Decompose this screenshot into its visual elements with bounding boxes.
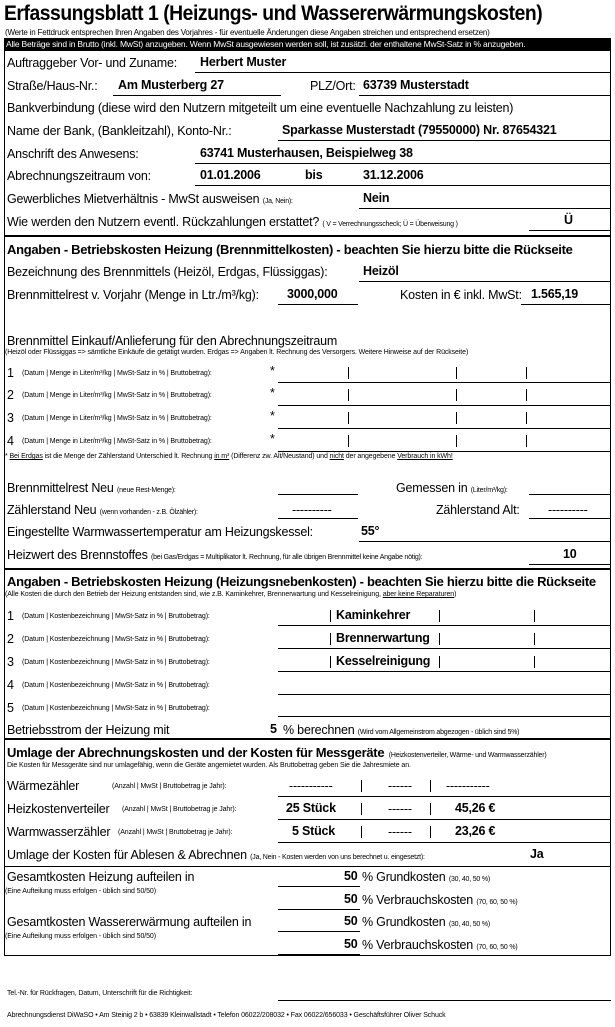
- purchase-row-num: 2: [7, 388, 14, 402]
- device-underline: [278, 796, 611, 797]
- device-hint: (Anzahl | MwSt | Bruttobetrag je Jahr):: [112, 783, 227, 790]
- notice-bar: Alle Beträge sind in Brutto (inkl. MwSt) anzugeben. Wenn MwSt ausgewiesen werden soll, ist zusätzl. der enthaltene MwSt-Satz in % anzugeben.: [4, 38, 611, 51]
- fuel-rest-underline: [278, 304, 358, 305]
- fuel-header: Angaben - Betriebskosten Heizung (Brennmittelkosten) - beachten Sie hierzu bitte die Rückseite: [7, 242, 573, 257]
- commercial-value[interactable]: Nein: [363, 191, 390, 205]
- reading-value[interactable]: Ja: [530, 847, 544, 861]
- separator: [348, 435, 349, 447]
- client-name-underline: [195, 72, 611, 73]
- ancillary-row-2-field[interactable]: [278, 648, 611, 649]
- device-vat[interactable]: ------: [388, 802, 412, 816]
- fuel-cost-label: Kosten in € inkl. MwSt:: [400, 288, 522, 302]
- separator: [361, 780, 362, 792]
- heatval-value[interactable]: 10: [563, 547, 577, 561]
- fuel-type-label: Bezeichnung des Brennmittels (Heizöl, Erdgas, Flüssiggas):: [7, 265, 328, 279]
- device-vat[interactable]: ------: [388, 779, 412, 793]
- separator: [456, 435, 457, 447]
- ancillary-header: Angaben - Betriebskosten Heizung (Heizungsnebenkosten) - beachten Sie hierzu bitte die Rückseite: [7, 574, 596, 589]
- ancillary-row-4-field[interactable]: [278, 694, 611, 695]
- ancillary-row-label: (Datum | Kostenbezeichnung | MwSt-Satz in % | Bruttobetrag):: [22, 613, 210, 620]
- device-hint: (Anzahl | MwSt | Bruttobetrag je Jahr):: [122, 806, 237, 813]
- fuel-type-underline: [359, 281, 611, 282]
- power-suffix: % berechnen (Wird vom Allgemeinstrom abgezogen - üblich sind 5%): [283, 723, 520, 737]
- purchase-row-4-field[interactable]: [278, 451, 611, 452]
- property-underline: [195, 163, 611, 164]
- purchase-row-label: (Datum | Menge in Liter/m³/kg | MwSt-Satz in % | Bruttobetrag):: [22, 438, 212, 445]
- split-water-label: Gesamtkosten Wassererwärmung aufteilen in: [7, 915, 252, 929]
- separator: [439, 633, 440, 645]
- ancillary-row-label: (Datum | Kostenbezeichnung | MwSt-Satz in % | Bruttobetrag):: [22, 636, 210, 643]
- separator: [526, 435, 527, 447]
- plz-value[interactable]: 63739 Musterstadt: [363, 78, 469, 92]
- signature-field[interactable]: [278, 1000, 611, 1001]
- meter-old-value[interactable]: ----------: [548, 503, 588, 517]
- meter-old-underline: [529, 518, 611, 519]
- measured-field[interactable]: [529, 494, 611, 495]
- separator: [526, 412, 527, 424]
- fuel-section: [4, 236, 611, 569]
- separator: [456, 367, 457, 379]
- bank-value[interactable]: Sparkasse Musterstadt (79550000) Nr. 87654321: [282, 123, 557, 137]
- meter-new-value[interactable]: ----------: [292, 503, 332, 517]
- heating-base-label: % Grundkosten (30, 40, 50 %): [362, 870, 491, 884]
- split-heating-hint: (Eine Aufteilung muss erfolgen - üblich sind 50/50): [5, 888, 156, 895]
- street-value[interactable]: Am Musterberg 27: [118, 78, 224, 92]
- ancillary-row-label: (Datum | Kostenbezeichnung | MwSt-Satz in % | Bruttobetrag):: [22, 682, 210, 689]
- ancillary-hint: (Alle Kosten die durch den Betrieb der Heizung entstanden sind, wie z.B. Kaminkehrer, Brennerwartung und Kesselreinigung, aber keine Reparaturen): [5, 591, 457, 598]
- street-underline: [113, 95, 281, 96]
- device-label: Heizkostenverteiler: [7, 802, 110, 816]
- device-vat[interactable]: ------: [388, 825, 412, 839]
- erdgas-footnote: * Bei Erdgas ist die Menge der Zählerstand Unterschied lt. Rechnung in m³ (Differenz zw. Alt/Neustand) und nicht der angegebene Verbrauch in kWh!: [5, 453, 453, 460]
- bank-underline: [278, 140, 611, 141]
- property-value[interactable]: 63741 Musterhausen, Beispielweg 38: [200, 146, 413, 160]
- new-rest-field[interactable]: [278, 494, 358, 495]
- separator: [526, 367, 527, 379]
- separator: [430, 826, 431, 838]
- separator: [439, 610, 440, 622]
- ancillary-row-value[interactable]: Kesselreinigung: [336, 654, 431, 668]
- heating-consumption-underline: [278, 909, 360, 910]
- ancillary-row-label: (Datum | Kostenbezeichnung | MwSt-Satz in % | Bruttobetrag):: [22, 659, 210, 666]
- heating-consumption-label: % Verbrauchskosten (70, 60, 50 %): [362, 893, 518, 907]
- purchase-row-star: *: [270, 386, 275, 400]
- period-from[interactable]: 01.01.2006: [200, 168, 261, 182]
- commercial-underline: [359, 208, 611, 209]
- purchase-row-star: *: [270, 364, 275, 378]
- temp-underline: [359, 541, 611, 542]
- heating-base-value[interactable]: 50: [344, 869, 358, 883]
- power-value[interactable]: 5: [270, 722, 277, 736]
- temp-label: Eingestellte Warmwassertemperatur am Heizungskessel:: [7, 525, 313, 539]
- meter-new-underline: [278, 518, 358, 519]
- separator: [534, 656, 535, 668]
- separator: [361, 826, 362, 838]
- fuel-type-value[interactable]: Heizöl: [363, 264, 399, 278]
- separator: [361, 803, 362, 815]
- separator: [456, 389, 457, 401]
- device-amount[interactable]: -----------: [446, 779, 490, 793]
- property-label: Anschrift des Anwesens:: [7, 147, 139, 161]
- bank-label: Name der Bank, (Bankleitzahl), Konto-Nr.:: [7, 124, 232, 138]
- device-count[interactable]: 25 Stück: [286, 801, 336, 815]
- divider: [4, 866, 611, 867]
- split-heating-label: Gesamtkosten Heizung aufteilen in: [7, 870, 195, 884]
- water-consumption-value[interactable]: 50: [344, 937, 358, 951]
- separator: [348, 367, 349, 379]
- purchase-row-num: 1: [7, 366, 14, 380]
- fuel-rest-value[interactable]: 3000,000: [287, 287, 338, 301]
- device-amount[interactable]: 23,26 €: [455, 824, 496, 838]
- purchase-title: Brennmittel Einkauf/Anlieferung für den Abrechnungszeitraum: [7, 334, 338, 348]
- fuel-cost-value[interactable]: 1.565,19: [531, 287, 579, 301]
- ancillary-row-value[interactable]: Kaminkehrer: [336, 608, 411, 622]
- purchase-row-star: *: [270, 432, 275, 446]
- separator: [348, 389, 349, 401]
- page-subtitle: (Werte in Fettdruck entsprechen Ihren Angaben des Vorjahres - für eventuelle Änderungen diese Angaben streichen und entsprechend ersetzen): [5, 28, 490, 37]
- plz-underline: [359, 95, 611, 96]
- purchase-row-star: *: [270, 409, 275, 423]
- refund-label: Wie werden den Nutzern eventl. Rückzahlungen erstattet? ( V = Verrechnungsscheck; Ü = Überweisung ): [7, 215, 458, 229]
- ancillary-row-num: 5: [7, 701, 14, 715]
- company-footer: Abrechnungsdienst DiWaSO • Am Steinig 2 b • 63839 Kleinwallstadt • Telefon 06022/208032 • Fax 06022/656033 • Geschäftsführer Oliver Schuck: [7, 1012, 446, 1019]
- ancillary-row-5-field[interactable]: [278, 716, 611, 717]
- purchase-row-2-field[interactable]: [278, 405, 611, 406]
- purchase-row-3-field[interactable]: [278, 428, 611, 429]
- heating-consumption-value[interactable]: 50: [344, 892, 358, 906]
- device-underline: [278, 842, 611, 843]
- power-label: Betriebsstrom der Heizung mit: [7, 723, 170, 737]
- purchase-row-1-field[interactable]: [278, 382, 611, 383]
- devices-header: Umlage der Abrechnungskosten und der Kosten für Messgeräte (Heizkostenverteiler, Wärme- und Warmwasserzähler): [7, 745, 547, 760]
- device-count[interactable]: 5 Stück: [292, 824, 336, 838]
- purchase-row-label: (Datum | Menge in Liter/m³/kg | MwSt-Satz in % | Bruttobetrag):: [22, 392, 212, 399]
- page-title: Erfassungsblatt 1 (Heizungs- und Wassererwärmungskosten): [4, 2, 543, 25]
- separator: [534, 633, 535, 645]
- water-consumption-underline: [278, 954, 360, 955]
- ancillary-row-value[interactable]: Brennerwartung: [336, 631, 430, 645]
- split-water-hint: (Eine Aufteilung muss erfolgen - üblich sind 50/50): [5, 933, 156, 940]
- ancillary-row-num: 4: [7, 678, 14, 692]
- ancillary-row-label: (Datum | Kostenbezeichnung | MwSt-Satz in % | Bruttobetrag):: [22, 705, 210, 712]
- client-name-label: Auftraggeber Vor- und Zuname:: [7, 56, 177, 70]
- refund-value[interactable]: Ü: [564, 213, 573, 227]
- purchase-row-num: 4: [7, 434, 14, 448]
- ancillary-row-1-field[interactable]: [278, 625, 611, 626]
- device-hint: (Anzahl | MwSt | Bruttobetrag je Jahr):: [118, 829, 233, 836]
- measured-label: Gemessen in (Liter/m³/kg):: [396, 481, 508, 495]
- refund-underline: [529, 230, 611, 231]
- period-bis: bis: [305, 168, 323, 182]
- meter-old-label: Zählerstand Alt:: [436, 503, 520, 517]
- separator: [330, 610, 331, 622]
- fuel-rest-label: Brennmittelrest v. Vorjahr (Menge in Ltr./m³/kg):: [7, 288, 259, 302]
- ancillary-row-num: 2: [7, 632, 14, 646]
- separator: [439, 656, 440, 668]
- separator: [330, 656, 331, 668]
- device-label: Wärmezähler: [7, 779, 80, 793]
- bank-intro: Bankverbindung (diese wird den Nutzern mitgeteilt um eine eventuelle Nachzahlung zu leisten): [7, 101, 514, 115]
- water-base-value[interactable]: 50: [344, 914, 358, 928]
- device-amount[interactable]: 45,26 €: [455, 801, 496, 815]
- separator: [526, 389, 527, 401]
- device-count[interactable]: -----------: [289, 779, 333, 793]
- ancillary-row-num: 1: [7, 609, 14, 623]
- device-underline: [278, 819, 611, 820]
- purchase-hint: (Heizöl oder Flüssiggas => sämtliche Einkäufe die getätigt wurden. Erdgas => Angaben lt. Rechnung des Versorgers. Weitere Hinweise auf der Rückseite): [5, 349, 469, 356]
- water-consumption-label: % Verbrauchskosten (70, 60, 50 %): [362, 938, 518, 952]
- separator: [430, 780, 431, 792]
- ancillary-row-num: 3: [7, 655, 14, 669]
- heatval-underline: [529, 564, 611, 565]
- separator: [456, 412, 457, 424]
- street-label: Straße/Haus-Nr.:: [7, 79, 98, 93]
- fuel-cost-underline: [521, 304, 611, 305]
- period-to[interactable]: 31.12.2006: [363, 168, 424, 182]
- new-rest-label: Brennmittelrest Neu (neue Rest-Menge):: [7, 481, 176, 495]
- purchase-row-label: (Datum | Menge in Liter/m³/kg | MwSt-Satz in % | Bruttobetrag):: [22, 415, 212, 422]
- separator: [534, 610, 535, 622]
- period-underline: [195, 185, 611, 186]
- separator: [348, 412, 349, 424]
- purchase-row-label: (Datum | Menge in Liter/m³/kg | MwSt-Satz in % | Bruttobetrag):: [22, 370, 212, 377]
- purchase-row-num: 3: [7, 411, 14, 425]
- reading-label: Umlage der Kosten für Ablesen & Abrechnen (Ja, Nein - Kosten werden von uns berechnet u. eingesetzt):: [7, 848, 425, 862]
- device-label: Warmwasserzähler: [7, 825, 111, 839]
- ancillary-row-3-field[interactable]: [278, 671, 611, 672]
- client-name-value[interactable]: Herbert Muster: [200, 55, 287, 69]
- heating-base-underline: [278, 886, 360, 887]
- meter-new-label: Zählerstand Neu (wenn vorhanden - z.B. Ölzähler):: [7, 503, 198, 517]
- water-base-underline: [278, 931, 360, 932]
- devices-note: Die Kosten für Messgeräte sind nur umlagefähig, wenn die Geräte angemietet wurden. Als Bruttobetrag geben Sie die Jahresmiete an.: [7, 762, 411, 769]
- signature-label: Tel.-Nr. für Rückfragen, Datum, Unterschrift für die Richtigkeit:: [7, 990, 193, 997]
- commercial-label: Gewerbliches Mietverhältnis - MwSt ausweisen (Ja, Nein):: [7, 192, 293, 206]
- heatval-label: Heizwert des Brennstoffes (bei Gas/Erdgas = Multiplikator lt. Rechnung, für alle übrigen Brennmittel keine Angabe nötig):: [7, 548, 423, 562]
- plz-label: PLZ/Ort:: [310, 79, 356, 93]
- separator: [430, 803, 431, 815]
- temp-value[interactable]: 55°: [361, 524, 380, 538]
- period-label: Abrechnungszeitraum von:: [7, 169, 151, 183]
- separator: [330, 633, 331, 645]
- water-base-label: % Grundkosten (30, 40, 50 %): [362, 915, 491, 929]
